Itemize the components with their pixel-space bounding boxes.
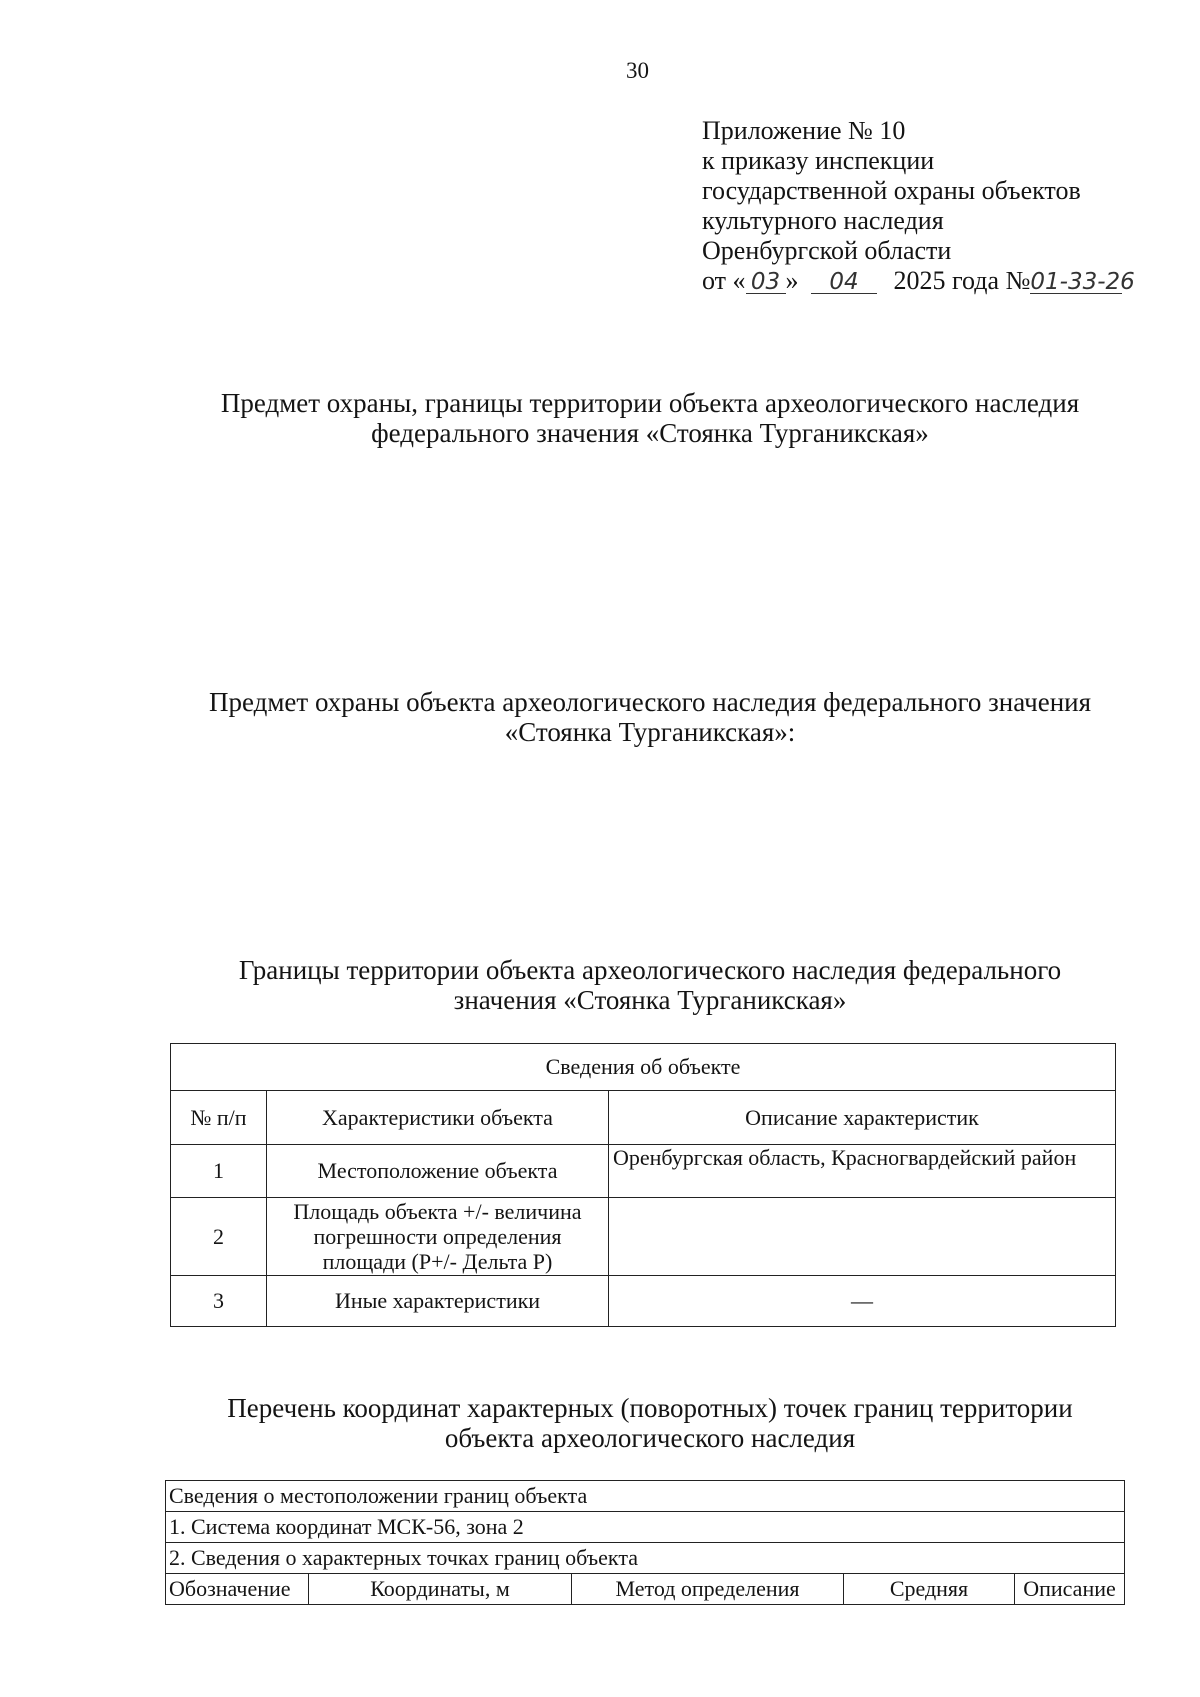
appendix-line: к приказу инспекции — [702, 146, 935, 175]
appendix-date-line — [702, 266, 1135, 296]
handwritten-day: 03 — [746, 271, 786, 294]
handwritten-month: 04 — [811, 271, 877, 294]
row-characteristic: Площадь объекта +/- величина погрешности определения площади (Р+/- Дельта Р) — [267, 1198, 609, 1276]
column-header: Координаты, м — [309, 1574, 572, 1605]
handwritten-order-number: 01-33-26 — [1030, 269, 1135, 295]
table-caption: Сведения об объекте — [171, 1044, 1116, 1091]
appendix-block — [702, 116, 1135, 296]
row-description: — — [609, 1276, 1116, 1327]
column-header: Метод определения — [572, 1574, 844, 1605]
title-line: Предмет охраны, границы территории объекта археологического наследия — [220, 388, 1080, 418]
row-number: 1 — [171, 1145, 267, 1198]
boundaries-heading — [150, 955, 1150, 1015]
column-header: Средняя — [844, 1574, 1015, 1605]
coordinate-system-row: 1. Система координат МСК-56, зона 2 — [166, 1512, 1125, 1543]
protection-subject-heading — [150, 687, 1150, 747]
heading-line: объекта археологического наследия — [444, 1423, 856, 1453]
row-description: Оренбургская область, Красногвардейский район — [609, 1145, 1116, 1198]
quote-close: » — [785, 266, 799, 295]
year-text: 2025 года № — [893, 266, 1031, 295]
heading-line: значения «Стоянка Турганикская» — [453, 985, 847, 1015]
appendix-line: культурного наследия — [702, 206, 944, 235]
coordinates-table — [165, 1480, 1125, 1605]
column-header: Описание характеристик — [609, 1091, 1116, 1145]
heading-line: Перечень координат характерных (поворотных) точек границ территории — [227, 1393, 1073, 1423]
row-characteristic: Местоположение объекта — [267, 1145, 609, 1198]
column-header: Описание — [1015, 1574, 1125, 1605]
row-number: 3 — [171, 1276, 267, 1327]
row-characteristic: Иные характеристики — [267, 1276, 609, 1327]
date-prefix: от « — [702, 266, 746, 295]
table-row — [171, 1145, 1116, 1198]
table-row — [171, 1276, 1116, 1327]
document-title — [150, 388, 1150, 448]
heading-line: Предмет охраны объекта археологического наследия федерального значения — [208, 687, 1092, 717]
points-info-row: 2. Сведения о характерных точках границ объекта — [166, 1543, 1125, 1574]
appendix-line: государственной охраны объектов — [702, 176, 1081, 205]
column-header: Обозначение — [166, 1574, 309, 1605]
column-header: Характеристики объекта — [267, 1091, 609, 1145]
table-row — [171, 1198, 1116, 1276]
object-info-table — [170, 1043, 1116, 1327]
appendix-line: Приложение № 10 — [702, 116, 906, 145]
row-description — [609, 1198, 1116, 1276]
title-line: федерального значения «Стоянка Турганикская» — [371, 418, 929, 448]
row-number: 2 — [171, 1198, 267, 1276]
heading-line: Границы территории объекта археологического наследия федерального — [238, 955, 1062, 985]
table-caption: Сведения о местоположении границ объекта — [166, 1481, 1125, 1512]
coordinates-heading — [150, 1393, 1150, 1453]
heading-line: «Стоянка Турганикская»: — [504, 717, 796, 747]
page-number: 30 — [626, 58, 649, 83]
column-header: № п/п — [171, 1091, 267, 1145]
appendix-line: Оренбургской области — [702, 236, 952, 265]
